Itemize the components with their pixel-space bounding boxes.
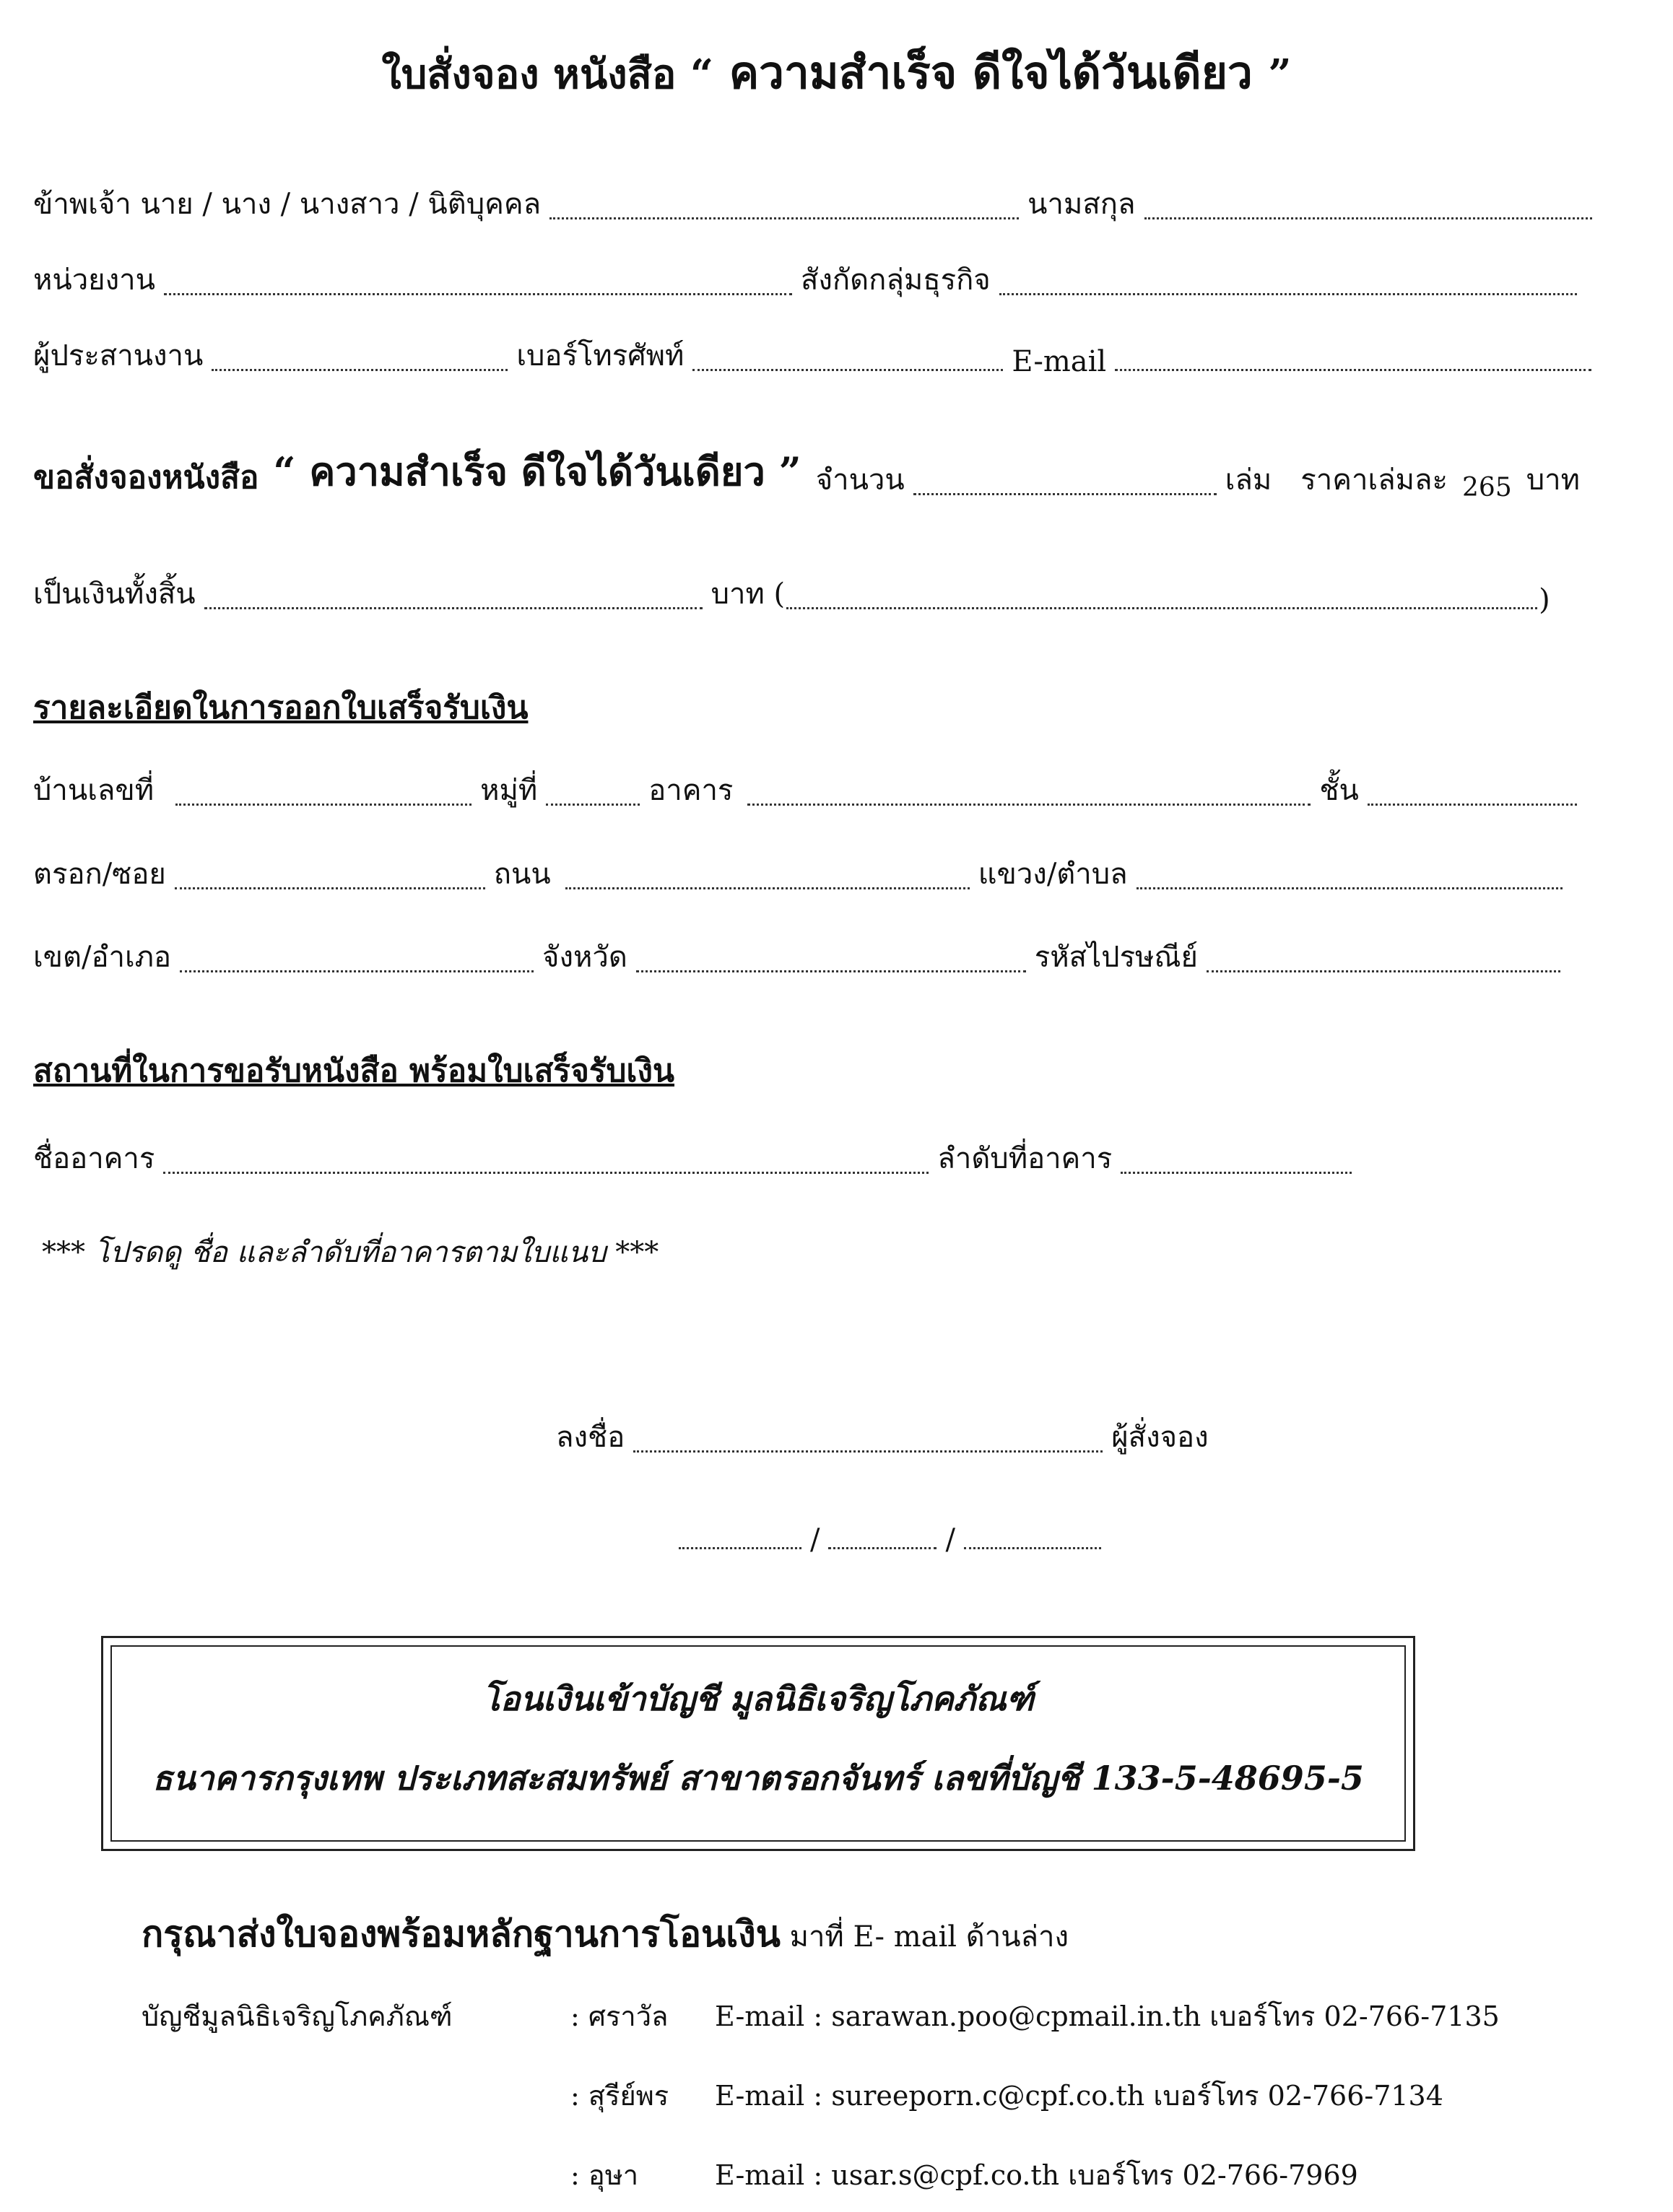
- postcode-field[interactable]: [1207, 960, 1560, 972]
- district-field[interactable]: [180, 960, 534, 972]
- price-label: ราคาเล่มละ: [1300, 463, 1448, 497]
- receipt-address-row-3: [33, 933, 1569, 980]
- applicant-unit-row: [33, 256, 1586, 302]
- district-label: เขต/อำเภอ: [33, 941, 172, 974]
- date-separator-2: /: [945, 1523, 955, 1556]
- subdistrict-field[interactable]: [1137, 877, 1563, 889]
- signature-field[interactable]: [633, 1440, 1103, 1453]
- date-day-field[interactable]: [679, 1537, 801, 1549]
- name-label: ข้าพเจ้า นาย / นาง / นางสาว / นิติบุคคล: [33, 188, 542, 221]
- unit-label: หน่วยงาน: [33, 264, 155, 297]
- transfer-bank-line: ธนาคารกรุงเทพ ประเภทสะสมทรัพย์ สาขาตรอกจันทร์ เลขที่บัญชี 133-5-48695-5: [152, 1759, 1364, 1798]
- moo-field[interactable]: [546, 793, 640, 806]
- phone-label: เบอร์โทรศัพท์: [516, 339, 685, 373]
- date-row: [679, 1510, 1110, 1556]
- contact-info-1: E-mail : sarawan.poo@cpmail.in.th เบอร์โทร 02-766-7135: [715, 2000, 1500, 2032]
- price-currency: บาท: [1526, 463, 1580, 497]
- receipt-address-row-2: [33, 850, 1571, 897]
- bank-transfer-box: [101, 1636, 1415, 1851]
- moo-label: หมู่ที่: [480, 774, 538, 807]
- pickup-note: *** โปรดดู ชื่อ และลำดับที่อาคารตามใบแนบ ***: [42, 1236, 659, 1269]
- total-in-words-field[interactable]: [786, 597, 1537, 609]
- contact-info-2: E-mail : sureeporn.c@cpf.co.th เบอร์โทร 02-766-7134: [715, 2080, 1443, 2112]
- phone-field[interactable]: [692, 359, 1003, 371]
- sign-label: ลงชื่อ: [556, 1421, 625, 1454]
- surname-field[interactable]: [1144, 207, 1592, 219]
- applicant-name-row: [33, 180, 1601, 227]
- business-group-label: สังกัดกลุ่มธุรกิจ: [800, 264, 991, 297]
- province-label: จังหวัด: [542, 941, 627, 974]
- title-prefix: ใบสั่งจอง หนังสือ “: [381, 51, 714, 98]
- footer-instruction-rest: มาที่ E- mail ด้านล่าง: [780, 1920, 1069, 1954]
- name-field[interactable]: [549, 207, 1019, 219]
- date-separator-1: /: [810, 1523, 820, 1556]
- business-group-field[interactable]: [999, 283, 1577, 295]
- surname-label: นามสกุล: [1027, 188, 1136, 221]
- date-month-field[interactable]: [828, 1537, 937, 1549]
- price-value: 265: [1462, 473, 1512, 502]
- contact-name-1: : ศราวัล: [570, 2000, 669, 2032]
- total-amount-field[interactable]: [204, 597, 703, 609]
- floor-label: ชั้น: [1319, 774, 1359, 807]
- email-label: E-mail: [1012, 345, 1107, 378]
- pickup-row: [33, 1135, 1360, 1181]
- signature-row: [556, 1414, 1209, 1460]
- order-prefix: ขอสั่งจองหนังสือ: [33, 459, 259, 496]
- road-label: ถนน: [493, 858, 551, 891]
- unit-field[interactable]: [164, 283, 792, 295]
- total-currency: บาท (: [711, 578, 786, 611]
- building-name-field[interactable]: [163, 1162, 929, 1174]
- building-order-field[interactable]: [1121, 1162, 1352, 1174]
- email-field[interactable]: [1115, 359, 1591, 371]
- contact-name-3: : อุษา: [570, 2159, 639, 2191]
- account-label: บัญชีมูลนิธิเจริญโภคภัณฑ์: [142, 2000, 453, 2032]
- house-no-field[interactable]: [175, 793, 472, 806]
- floor-field[interactable]: [1368, 793, 1577, 806]
- building-order-label: ลำดับที่อาคาร: [937, 1142, 1113, 1175]
- soi-label: ตรอก/ซอย: [33, 858, 166, 891]
- road-field[interactable]: [565, 877, 970, 889]
- building-name-label: ชื่ออาคาร: [33, 1142, 155, 1175]
- page-title: [0, 38, 1673, 108]
- province-field[interactable]: [636, 960, 1026, 972]
- total-label: เป็นเงินทั้งสิ้น: [33, 578, 196, 611]
- quantity-unit: เล่ม: [1225, 463, 1272, 497]
- quantity-label: จำนวน: [815, 463, 905, 497]
- receipt-address-row-1: [33, 767, 1586, 813]
- total-row: [33, 570, 1550, 617]
- footer-instruction: [142, 1906, 1069, 1963]
- order-row: [33, 445, 1580, 502]
- footer-instruction-bold: กรุณาส่งใบจองพร้อมหลักฐานการโอนเงิน: [142, 1912, 781, 1955]
- contact-info-3: E-mail : usar.s@cpf.co.th เบอร์โทร 02-766-7969: [715, 2159, 1358, 2191]
- bank-transfer-box-inner: [110, 1645, 1406, 1842]
- building-label: อาคาร: [648, 774, 734, 807]
- coordinator-label: ผู้ประสานงาน: [33, 339, 204, 373]
- contact-name-2: : สุรีย์พร: [570, 2080, 669, 2112]
- date-year-field[interactable]: [964, 1537, 1101, 1549]
- order-book-name: “ ความสำเร็จ ดีใจได้วันเดียว ”: [273, 448, 801, 495]
- building-field[interactable]: [747, 793, 1311, 806]
- coordinator-field[interactable]: [212, 359, 508, 371]
- pickup-heading: สถานที่ในการขอรับหนังสือ พร้อมใบเสร็จรับเงิน: [33, 1053, 675, 1089]
- applicant-contact-row: [33, 332, 1600, 378]
- house-no-label: บ้านเลขที่: [33, 774, 155, 807]
- close-paren: ): [1539, 583, 1550, 617]
- soi-field[interactable]: [175, 877, 485, 889]
- title-suffix: ”: [1268, 51, 1292, 98]
- title-book-name: ความสำเร็จ ดีใจได้วันเดียว: [713, 46, 1269, 99]
- quantity-field[interactable]: [913, 483, 1217, 495]
- receipt-heading: รายละเอียดในการออกใบเสร็จรับเงิน: [33, 689, 529, 726]
- subdistrict-label: แขวง/ตำบล: [978, 858, 1128, 891]
- orderer-label: ผู้สั่งจอง: [1111, 1421, 1209, 1454]
- postcode-label: รหัสไปรษณีย์: [1034, 941, 1198, 974]
- transfer-account-line: โอนเงินเข้าบัญชี มูลนิธิเจริญโภคภัณฑ์: [482, 1679, 1034, 1718]
